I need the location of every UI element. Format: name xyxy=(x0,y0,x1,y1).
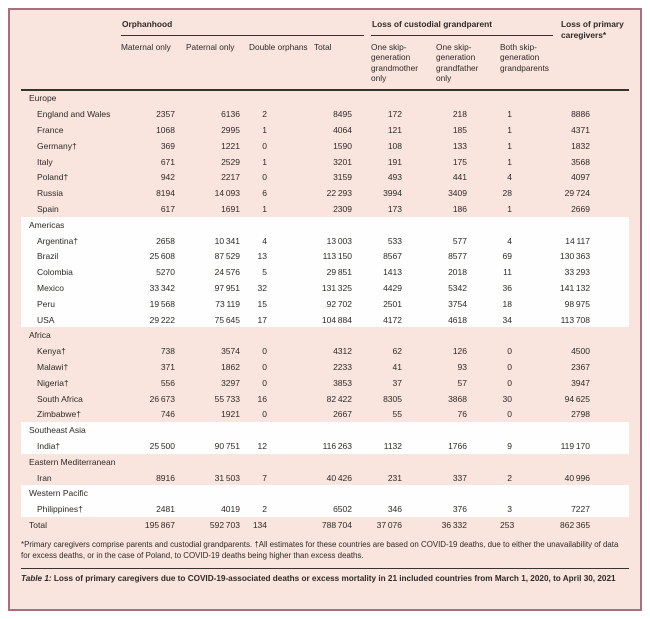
value-cell: 337 xyxy=(452,472,467,483)
table-row xyxy=(21,312,629,328)
empty-name-column-header xyxy=(21,38,121,90)
country-label: South Africa xyxy=(37,393,83,404)
value-cell: 0 xyxy=(507,346,512,357)
total-row xyxy=(21,517,629,533)
value-cell: 18 xyxy=(502,298,512,309)
value-cell: 92 702 xyxy=(326,298,352,309)
value-cell: 2309 xyxy=(333,203,352,214)
section-header-row xyxy=(21,90,629,107)
table-row xyxy=(21,280,629,296)
value-cell: 108 xyxy=(387,140,402,151)
value-cell: 738 xyxy=(160,346,175,357)
table-row xyxy=(21,106,629,122)
value-cell: 76 xyxy=(457,409,467,420)
section-label: Western Pacific xyxy=(29,488,88,499)
country-label: Colombia xyxy=(37,267,73,278)
value-cell: 13 xyxy=(257,251,267,262)
value-cell: 97 951 xyxy=(214,282,240,293)
value-cell: 4064 xyxy=(333,124,352,135)
value-cell: 1 xyxy=(507,203,512,214)
value-cell: 26 673 xyxy=(149,393,175,404)
section-header-row xyxy=(21,217,629,233)
value-cell: 556 xyxy=(160,377,175,388)
table-row xyxy=(21,264,629,280)
table-row xyxy=(21,233,629,249)
value-cell: 34 xyxy=(502,314,512,325)
value-cell: 3574 xyxy=(221,346,240,357)
value-cell: 131 325 xyxy=(321,282,352,293)
value-cell: 73 119 xyxy=(215,298,240,309)
country-label: Mexico xyxy=(37,282,64,293)
section-label: Eastern Mediterranean xyxy=(29,456,116,467)
table-row xyxy=(21,438,629,454)
total-value-cell: 195 867 xyxy=(144,519,175,530)
country-label: Italy xyxy=(37,156,53,167)
value-cell: 87 529 xyxy=(214,251,240,262)
table-row xyxy=(21,248,629,264)
table-row xyxy=(21,122,629,138)
value-cell: 3201 xyxy=(333,156,352,167)
value-cell: 13 003 xyxy=(326,235,352,246)
value-cell: 3 xyxy=(507,504,512,515)
table-frame xyxy=(8,8,642,611)
value-cell: 1 xyxy=(262,124,267,135)
value-cell: 346 xyxy=(387,504,402,515)
country-label: France xyxy=(37,124,64,135)
value-cell: 2367 xyxy=(571,361,590,372)
value-cell: 126 xyxy=(452,346,467,357)
country-label: USA xyxy=(37,314,55,325)
value-cell: 231 xyxy=(387,472,402,483)
section-header-row xyxy=(21,327,629,343)
table-row xyxy=(21,501,629,517)
column-header-grandfather-only: One skip-generation grandfather only xyxy=(436,38,500,90)
value-cell: 12 xyxy=(257,440,267,451)
value-cell: 218 xyxy=(452,109,467,120)
section-label: Southeast Asia xyxy=(29,425,86,436)
value-cell: 369 xyxy=(160,140,175,151)
value-cell: 1 xyxy=(507,140,512,151)
value-cell: 130 363 xyxy=(560,251,591,262)
value-cell: 3568 xyxy=(571,156,590,167)
country-label: Nigeria† xyxy=(37,377,69,388)
group-header-orphanhood: Orphanhood xyxy=(121,10,371,38)
value-cell: 746 xyxy=(160,409,175,420)
value-cell: 8305 xyxy=(383,393,402,404)
value-cell: 8577 xyxy=(448,251,467,262)
value-cell: 1766 xyxy=(448,440,467,451)
value-cell: 0 xyxy=(507,361,512,372)
column-header-total: Total xyxy=(314,38,371,90)
column-header-paternal-only: Paternal only xyxy=(186,38,249,90)
column-header-row xyxy=(21,38,629,90)
country-label: Argentina† xyxy=(37,235,79,246)
value-cell: 2669 xyxy=(571,203,590,214)
value-cell: 6502 xyxy=(333,504,352,515)
total-value-cell: 134 xyxy=(252,519,267,530)
value-cell: 2217 xyxy=(221,172,240,183)
value-cell: 14 117 xyxy=(565,235,590,246)
table-row xyxy=(21,391,629,407)
table-row xyxy=(21,296,629,312)
value-cell: 113 708 xyxy=(560,314,590,325)
value-cell: 98 975 xyxy=(564,298,590,309)
value-cell: 29 222 xyxy=(149,314,175,325)
value-cell: 133 xyxy=(452,140,467,151)
value-cell: 2 xyxy=(507,472,512,483)
value-cell: 0 xyxy=(507,377,512,388)
value-cell: 29 724 xyxy=(564,188,590,199)
value-cell: 19 568 xyxy=(149,298,175,309)
value-cell: 3159 xyxy=(333,172,352,183)
value-cell: 93 xyxy=(457,361,467,372)
value-cell: 2 xyxy=(262,109,267,120)
value-cell: 5270 xyxy=(156,267,175,278)
value-cell: 577 xyxy=(452,235,467,246)
value-cell: 62 xyxy=(392,346,402,357)
value-cell: 1 xyxy=(507,124,512,135)
section-label: Americas xyxy=(29,219,65,230)
value-cell: 3853 xyxy=(333,377,352,388)
value-cell: 4312 xyxy=(333,346,352,357)
value-cell: 2481 xyxy=(156,504,175,515)
value-cell: 2357 xyxy=(156,109,175,120)
value-cell: 69 xyxy=(502,251,512,262)
value-cell: 3754 xyxy=(448,298,467,309)
value-cell: 0 xyxy=(262,346,267,357)
value-cell: 617 xyxy=(160,203,175,214)
total-value-cell: 788 704 xyxy=(321,519,352,530)
total-value-cell: 253 xyxy=(500,519,515,530)
country-label: Iran xyxy=(37,472,52,483)
value-cell: 55 xyxy=(392,409,402,420)
value-cell: 1590 xyxy=(333,140,352,151)
value-cell: 493 xyxy=(387,172,402,183)
value-cell: 186 xyxy=(452,203,467,214)
value-cell: 2529 xyxy=(221,156,240,167)
value-cell: 3868 xyxy=(448,393,467,404)
value-cell: 3409 xyxy=(448,188,467,199)
value-cell: 1691 xyxy=(221,203,240,214)
value-cell: 185 xyxy=(452,124,467,135)
value-cell: 4371 xyxy=(571,124,590,135)
table-row xyxy=(21,359,629,375)
country-label: Zimbabwe† xyxy=(37,409,81,420)
value-cell: 37 xyxy=(392,377,402,388)
value-cell: 25 608 xyxy=(149,251,175,262)
country-label: Peru xyxy=(37,298,55,309)
value-cell: 0 xyxy=(507,409,512,420)
country-label: Brazil xyxy=(37,251,59,262)
value-cell: 1832 xyxy=(571,140,590,151)
country-label: Philippines† xyxy=(37,504,83,515)
total-value-cell: 592 703 xyxy=(209,519,240,530)
value-cell: 10 341 xyxy=(214,235,240,246)
value-cell: 191 xyxy=(387,156,402,167)
value-cell: 7227 xyxy=(571,504,590,515)
value-cell: 6136 xyxy=(221,109,240,120)
value-cell: 4 xyxy=(262,235,267,246)
caregiver-loss-table xyxy=(21,10,629,533)
total-value-cell: 36 332 xyxy=(441,519,467,530)
value-cell: 4 xyxy=(507,172,512,183)
value-cell: 2 xyxy=(262,504,267,515)
value-cell: 33 293 xyxy=(564,267,590,278)
caption-prefix: Table 1: xyxy=(21,573,52,583)
value-cell: 28 xyxy=(502,188,512,199)
country-label: Russia xyxy=(37,188,63,199)
value-cell: 1221 xyxy=(221,140,240,151)
value-cell: 94 625 xyxy=(564,393,590,404)
table-row xyxy=(21,375,629,391)
value-cell: 671 xyxy=(160,156,175,167)
table-row xyxy=(21,201,629,217)
value-cell: 3947 xyxy=(571,377,590,388)
value-cell: 1921 xyxy=(221,409,240,420)
value-cell: 2667 xyxy=(333,409,352,420)
column-header-double-orphans: Double orphans xyxy=(249,38,314,90)
value-cell: 119 170 xyxy=(560,440,590,451)
value-cell: 8567 xyxy=(383,251,402,262)
value-cell: 8194 xyxy=(156,188,175,199)
country-label: Germany† xyxy=(37,140,77,151)
value-cell: 1 xyxy=(507,109,512,120)
value-cell: 75 645 xyxy=(214,314,240,325)
value-cell: 25 500 xyxy=(149,440,175,451)
value-cell: 33 342 xyxy=(149,282,175,293)
value-cell: 0 xyxy=(262,409,267,420)
value-cell: 2798 xyxy=(571,409,590,420)
value-cell: 41 xyxy=(392,361,402,372)
country-label: Malawi† xyxy=(37,361,69,372)
value-cell: 5342 xyxy=(448,282,467,293)
value-cell: 8916 xyxy=(156,472,175,483)
value-cell: 175 xyxy=(452,156,467,167)
value-cell: 32 xyxy=(257,282,267,293)
section-header-row xyxy=(21,422,629,438)
column-header-both-grandparents: Both skip-generation grandparents xyxy=(500,38,560,90)
section-label: Africa xyxy=(29,330,51,341)
value-cell: 15 xyxy=(257,298,267,309)
total-value-cell: 862 365 xyxy=(560,519,591,530)
value-cell: 533 xyxy=(387,235,402,246)
value-cell: 2233 xyxy=(333,361,352,372)
value-cell: 4500 xyxy=(571,346,590,357)
section-header-row xyxy=(21,485,629,501)
group-header-primary-caregivers: Loss of primary caregivers* xyxy=(560,10,629,90)
total-value-cell: 37 076 xyxy=(376,519,402,530)
value-cell: 4097 xyxy=(571,172,590,183)
value-cell: 1 xyxy=(262,156,267,167)
table-row xyxy=(21,406,629,422)
value-cell: 29 851 xyxy=(326,267,352,278)
value-cell: 2995 xyxy=(221,124,240,135)
value-cell: 1068 xyxy=(156,124,175,135)
column-header-maternal-only: Maternal only xyxy=(121,38,186,90)
table-row xyxy=(21,343,629,359)
value-cell: 2018 xyxy=(448,267,467,278)
value-cell: 11 xyxy=(503,267,512,278)
value-cell: 82 422 xyxy=(326,393,352,404)
value-cell: 5 xyxy=(262,267,267,278)
country-label: Spain xyxy=(37,203,59,214)
caption-text: Loss of primary caregivers due to COVID-19-associated deaths or excess mortality in 21 included countries from March 1, 2020, to April 30, 2021 xyxy=(51,573,616,583)
value-cell: 3297 xyxy=(221,377,240,388)
value-cell: 9 xyxy=(507,440,512,451)
value-cell: 57 xyxy=(457,377,467,388)
value-cell: 6 xyxy=(262,188,267,199)
value-cell: 2658 xyxy=(156,235,175,246)
value-cell: 8886 xyxy=(571,109,590,120)
value-cell: 172 xyxy=(387,109,402,120)
value-cell: 441 xyxy=(452,172,467,183)
table-footnote: *Primary caregivers comprise parents and custodial grandparents. †All estimates for these countries are based on COVID-19 deaths, due to either the unavailability of data for excess deaths, or in the case of Poland, to COVID-19 deaths being higher than excess deaths. xyxy=(21,539,619,561)
value-cell: 1132 xyxy=(383,440,402,451)
value-cell: 40 996 xyxy=(564,472,590,483)
value-cell: 1862 xyxy=(221,361,240,372)
value-cell: 116 263 xyxy=(322,440,352,451)
value-cell: 4618 xyxy=(448,314,467,325)
value-cell: 0 xyxy=(262,140,267,151)
table-body xyxy=(21,90,629,533)
value-cell: 14 093 xyxy=(214,188,240,199)
empty-corner-cell xyxy=(21,10,121,38)
value-cell: 22 293 xyxy=(326,188,352,199)
value-cell: 113 150 xyxy=(322,251,352,262)
section-label: Europe xyxy=(29,93,57,104)
group-header-row xyxy=(21,10,629,38)
value-cell: 0 xyxy=(262,361,267,372)
table-row xyxy=(21,185,629,201)
value-cell: 0 xyxy=(262,377,267,388)
country-label: Poland† xyxy=(37,172,69,183)
table-caption xyxy=(10,569,640,589)
value-cell: 104 884 xyxy=(321,314,352,325)
table-row xyxy=(21,154,629,170)
table-row xyxy=(21,470,629,486)
value-cell: 2501 xyxy=(383,298,402,309)
value-cell: 8495 xyxy=(333,109,352,120)
value-cell: 24 576 xyxy=(214,267,240,278)
value-cell: 173 xyxy=(387,203,402,214)
value-cell: 16 xyxy=(257,393,267,404)
value-cell: 7 xyxy=(262,472,267,483)
value-cell: 376 xyxy=(452,504,467,515)
value-cell: 40 426 xyxy=(326,472,352,483)
value-cell: 17 xyxy=(257,314,267,325)
value-cell: 36 xyxy=(502,282,512,293)
country-label: Kenya† xyxy=(37,346,66,357)
table-row xyxy=(21,138,629,154)
table-row xyxy=(21,169,629,185)
value-cell: 371 xyxy=(160,361,175,372)
country-label: India† xyxy=(37,440,61,451)
group-header-custodial-grandparent: Loss of custodial grandparent xyxy=(371,10,560,38)
value-cell: 30 xyxy=(502,393,512,404)
column-header-grandmother-only: One skip-generation grandmother only xyxy=(371,38,436,90)
section-header-row xyxy=(21,454,629,470)
value-cell: 4 xyxy=(507,235,512,246)
table-header xyxy=(21,10,629,90)
value-cell: 55 733 xyxy=(214,393,240,404)
value-cell: 4429 xyxy=(383,282,402,293)
value-cell: 1 xyxy=(262,203,267,214)
value-cell: 121 xyxy=(387,124,402,135)
value-cell: 4172 xyxy=(383,314,402,325)
value-cell: 4019 xyxy=(221,504,240,515)
value-cell: 3994 xyxy=(383,188,402,199)
value-cell: 942 xyxy=(160,172,175,183)
value-cell: 141 132 xyxy=(560,282,591,293)
value-cell: 1413 xyxy=(383,267,402,278)
value-cell: 31 503 xyxy=(214,472,240,483)
value-cell: 90 751 xyxy=(214,440,240,451)
country-label: England and Wales xyxy=(37,109,111,120)
value-cell: 1 xyxy=(507,156,512,167)
total-label: Total xyxy=(29,519,47,530)
value-cell: 0 xyxy=(262,172,267,183)
